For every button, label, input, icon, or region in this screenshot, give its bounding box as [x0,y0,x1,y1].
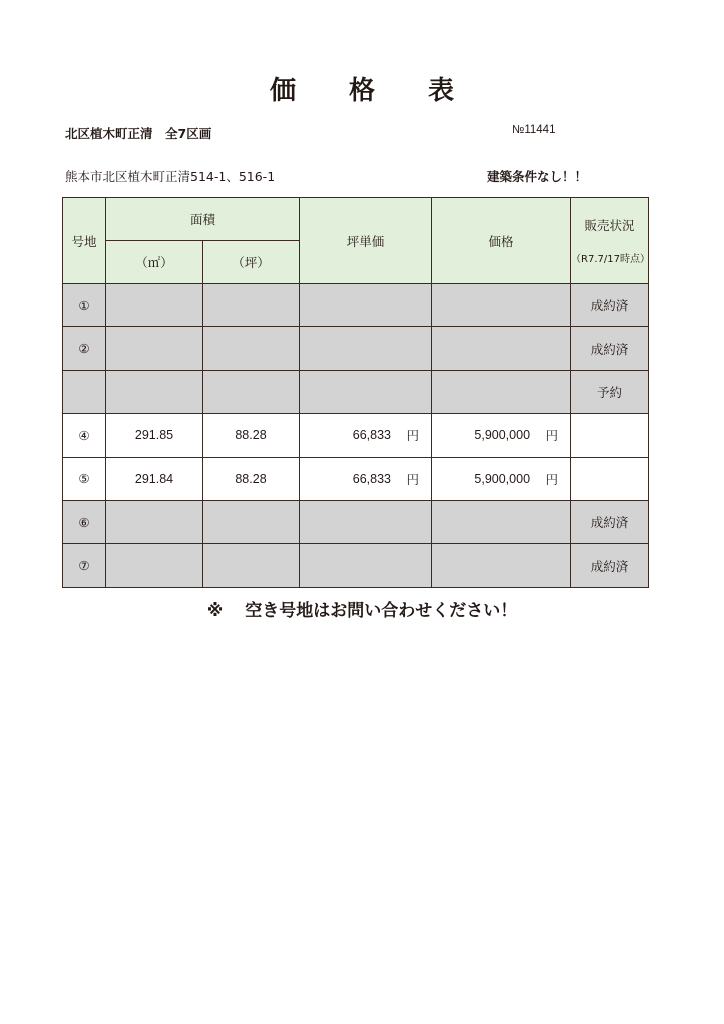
cell-unit-price [300,500,432,543]
building-condition: 建築条件なし！！ [487,169,588,184]
cell-area-sqm: 291.84 [106,457,203,500]
cell-price [432,284,571,327]
cell-area-tsubo [203,327,300,370]
cell-unit-price [300,414,432,457]
cell-area-sqm [106,500,203,543]
header-unit-price: 坪単価 [300,198,432,284]
header-lot: 号地 [63,198,106,284]
table-row [63,457,649,500]
cell-unit-price-value: 66,833 [352,471,392,486]
cell-lot: ⑦ [63,544,106,587]
footnote-mark: ※ [206,601,224,621]
cell-unit-price-currency: 円 [406,428,420,444]
cell-lot [63,370,106,413]
table-row [63,370,649,413]
cell-lot: ⑥ [63,500,106,543]
header-status-label: 販売状況 [584,218,635,233]
cell-price [432,327,571,370]
table-row [63,327,649,370]
cell-status: 成約済 [571,500,649,543]
table-row [63,414,649,457]
table-row [63,544,649,587]
cell-price [432,500,571,543]
cell-unit-price [300,327,432,370]
cell-unit-price [300,370,432,413]
cell-area-sqm: 291.85 [106,414,203,457]
cell-unit-price [300,544,432,587]
property-subject: 北区植木町正清 全7区画 [65,126,212,141]
cell-price-currency: 円 [545,471,559,487]
cell-price [432,370,571,413]
cell-lot: ② [63,327,106,370]
header-area-sqm: （㎡） [106,241,203,284]
price-table [62,197,649,588]
page-title: 価 格 表 [269,76,477,106]
cell-area-tsubo [203,500,300,543]
cell-price-currency: 円 [545,428,559,444]
table-body [63,284,649,588]
cell-area-tsubo [203,544,300,587]
header-area-tsubo: （坪） [203,241,300,284]
cell-area-tsubo [203,370,300,413]
header-status-date: （R7.7/17時点） [571,254,650,265]
cell-lot: ④ [63,414,106,457]
footnote [0,596,724,621]
cell-status [571,457,649,500]
cell-area-sqm [106,370,203,413]
cell-area-tsubo: 88.28 [203,414,300,457]
cell-price [432,544,571,587]
cell-unit-price [300,457,432,500]
cell-price [432,414,571,457]
document-number: №11441 [512,124,556,136]
cell-area-sqm [106,544,203,587]
cell-unit-price-value: 66,833 [352,428,392,443]
table-row [63,500,649,543]
cell-area-tsubo: 88.28 [203,457,300,500]
cell-price-value: 5,900,000 [474,428,531,443]
cell-area-tsubo [203,284,300,327]
cell-lot: ① [63,284,106,327]
cell-area-sqm [106,327,203,370]
cell-lot: ⑤ [63,457,106,500]
cell-area-sqm [106,284,203,327]
footnote-text: 空き号地はお問い合わせください！ [245,601,518,621]
cell-status [571,414,649,457]
cell-unit-price [300,284,432,327]
table-row [63,284,649,327]
cell-status: 予約 [571,370,649,413]
header-area: 面積 [106,198,300,241]
cell-status: 成約済 [571,544,649,587]
header-price: 価格 [432,198,571,284]
cell-status: 成約済 [571,284,649,327]
cell-unit-price-currency: 円 [406,471,420,487]
header-status [571,198,649,284]
property-address: 熊本市北区植木町正清514-1、516-1 [65,169,276,184]
cell-price [432,457,571,500]
cell-status: 成約済 [571,327,649,370]
cell-price-value: 5,900,000 [474,471,531,486]
